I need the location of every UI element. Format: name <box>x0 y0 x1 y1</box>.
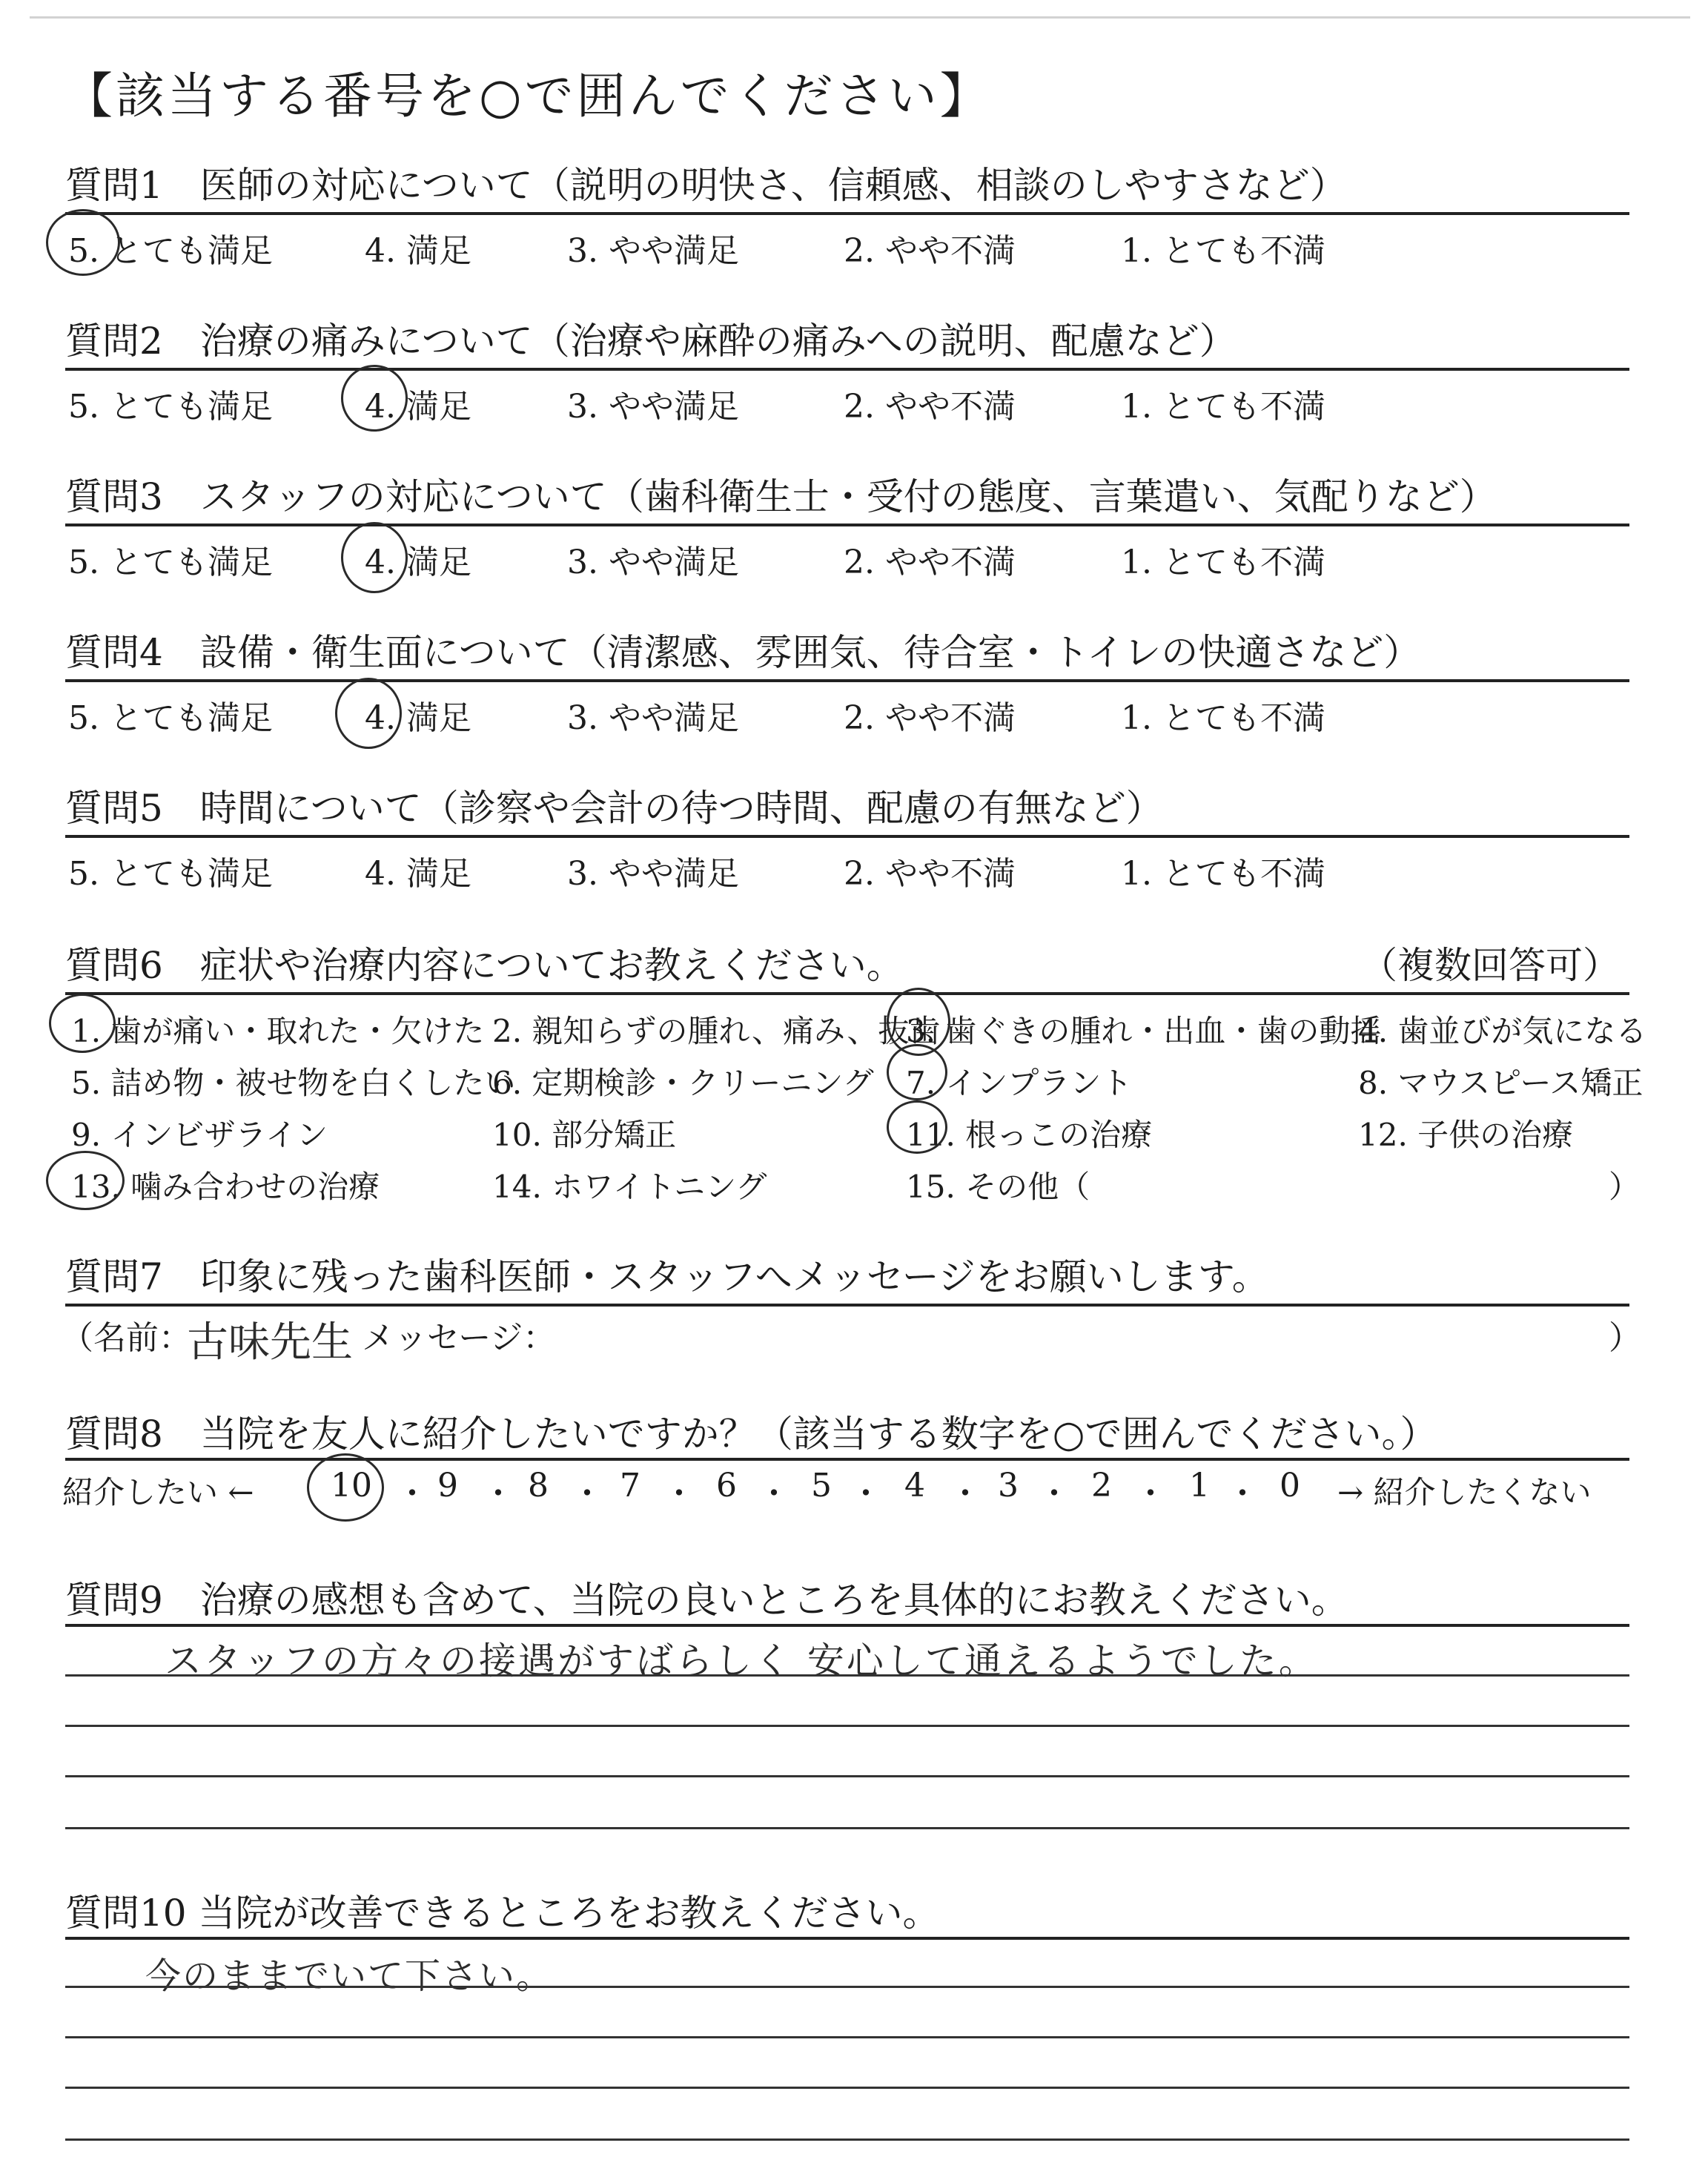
question-8-rule <box>65 1458 1629 1461</box>
q6-answer-circle-7 <box>887 1044 947 1100</box>
q6-option-9[interactable]: 9. インビザライン <box>71 1117 328 1153</box>
q6-answer-circle-1 <box>49 994 116 1053</box>
q5-option-2[interactable]: 2. やや不満 <box>844 855 1016 893</box>
q9-answer-line-1 <box>65 1674 1629 1677</box>
q4-option-2[interactable]: 2. やや不満 <box>844 699 1016 737</box>
question-6-title: 質問6 症状や治療内容についてお教えください。 <box>65 944 904 987</box>
question-7-title: 質問7 印象に残った歯科医師・スタッフへメッセージをお願いします。 <box>65 1255 1269 1298</box>
question-10-title: 質問10 当院が改善できるところをお教えください。 <box>65 1892 940 1935</box>
q8-scale-9[interactable]: 9 <box>437 1467 458 1505</box>
q8-separator-dot: ・ <box>1038 1475 1070 1513</box>
q5-option-5[interactable]: 5. とても満足 <box>68 855 273 893</box>
q9-answer-line-2 <box>65 1725 1629 1727</box>
q8-scale-5[interactable]: 5 <box>811 1467 832 1505</box>
q8-separator-dot: ・ <box>663 1475 695 1513</box>
q1-option-1[interactable]: 1. とても不満 <box>1121 232 1325 270</box>
q8-separator-dot: ・ <box>758 1475 790 1513</box>
q2-option-4[interactable]: 4. 満足 <box>365 388 471 426</box>
q6-option-14[interactable]: 14. ホワイトニング <box>492 1169 767 1205</box>
q8-scale-2[interactable]: 2 <box>1091 1467 1112 1505</box>
q8-separator-dot: ・ <box>571 1475 603 1513</box>
q8-separator-dot: ・ <box>1226 1475 1259 1513</box>
question-10-rule <box>65 1937 1629 1940</box>
q8-left-label: 紹介したい ← <box>62 1474 254 1510</box>
question-3-rule <box>65 524 1629 526</box>
q10-answer-line-3 <box>65 2087 1629 2089</box>
q8-scale-6[interactable]: 6 <box>716 1467 737 1505</box>
question-1-title: 質問1 医師の対応について（説明の明快さ、信頼感、相談のしやすさなど） <box>65 164 1347 207</box>
q5-option-1[interactable]: 1. とても不満 <box>1121 855 1325 893</box>
q9-answer-line-3 <box>65 1775 1629 1777</box>
q4-option-1[interactable]: 1. とても不満 <box>1121 699 1325 737</box>
q8-scale-1[interactable]: 1 <box>1189 1467 1210 1505</box>
q6-option-5[interactable]: 5. 詰め物・被せ物を白くしたい <box>71 1065 516 1101</box>
q8-separator-dot: ・ <box>482 1475 514 1513</box>
q3-option-5[interactable]: 5. とても満足 <box>68 544 273 581</box>
q1-option-2[interactable]: 2. やや不満 <box>844 232 1016 270</box>
q2-option-2[interactable]: 2. やや不満 <box>844 388 1016 426</box>
q1-answer-circle <box>46 209 120 276</box>
q10-answer-line-1 <box>65 1986 1629 1988</box>
q8-separator-dot: ・ <box>1134 1475 1167 1513</box>
q6-option-8[interactable]: 8. マウスピース矯正 <box>1358 1065 1644 1101</box>
q3-option-4[interactable]: 4. 満足 <box>365 544 471 581</box>
q8-answer-circle <box>307 1453 384 1522</box>
form-heading: 【該当する番号を○で囲んでください】 <box>64 67 992 125</box>
q8-scale-10[interactable]: 10 <box>331 1467 372 1505</box>
q4-option-3[interactable]: 3. やや満足 <box>567 699 739 737</box>
q1-option-5[interactable]: 5. とても満足 <box>68 232 273 270</box>
question-1-rule <box>65 212 1629 215</box>
question-3-title: 質問3 スタッフの対応について（歯科衛生士・受付の態度、言葉遣い、気配りなど） <box>65 475 1497 518</box>
question-5-rule <box>65 835 1629 838</box>
q8-scale-3[interactable]: 3 <box>998 1467 1019 1505</box>
q8-separator-dot: ・ <box>850 1475 882 1513</box>
question-9-title: 質問9 治療の感想も含めて、当院の良いところを具体的にお教えください。 <box>65 1579 1348 1622</box>
q6-answer-circle-11 <box>887 1100 947 1154</box>
q10-answer-line-2 <box>65 2036 1629 2038</box>
q3-answer-circle <box>341 522 408 593</box>
q4-option-4[interactable]: 4. 満足 <box>365 699 471 737</box>
q7-message-label: メッセージ： <box>362 1319 556 1357</box>
q6-option-1[interactable]: 1. 歯が痛い・取れた・欠けた <box>71 1013 485 1049</box>
question-9-rule <box>65 1624 1629 1627</box>
q6-answer-circle-13 <box>46 1151 125 1210</box>
q10-handwritten-answer[interactable]: 今のままでいて下さい。 <box>145 1955 554 1997</box>
q2-option-5[interactable]: 5. とても満足 <box>68 388 273 426</box>
q3-option-2[interactable]: 2. やや不満 <box>844 544 1016 581</box>
q6-option-3[interactable]: 3. 歯ぐきの腫れ・出血・歯の動揺 <box>906 1013 1382 1049</box>
q6-option-15[interactable]: 15. その他（ <box>906 1169 1090 1205</box>
question-5-title: 質問5 時間について（診察や会計の待つ時間、配慮の有無など） <box>65 787 1163 830</box>
question-6-note: （複数回答可） <box>1360 944 1620 987</box>
q1-option-4[interactable]: 4. 満足 <box>365 232 471 270</box>
q9-handwritten-answer[interactable]: スタッフの方々の接遇がすばらしく 安心して通えるようでした。 <box>165 1639 1318 1682</box>
q7-handwritten-name[interactable]: 古味先生 <box>187 1318 353 1367</box>
q9-answer-line-4 <box>65 1827 1629 1829</box>
q3-option-3[interactable]: 3. やや満足 <box>567 544 739 581</box>
question-4-title: 質問4 設備・衛生面について（清潔感、雰囲気、待合室・トイレの快適さなど） <box>65 631 1421 674</box>
top-border <box>30 16 1690 19</box>
question-8-title: 質問8 当院を友人に紹介したいですか？（該当する数字を○で囲んでください。） <box>65 1413 1437 1456</box>
q5-option-4[interactable]: 4. 満足 <box>365 855 471 893</box>
q10-answer-line-4 <box>65 2138 1629 2141</box>
q2-answer-circle <box>341 365 408 432</box>
q8-right-label: → 紹介したくない <box>1337 1474 1592 1510</box>
q6-option-13[interactable]: 13. 噛み合わせの治療 <box>71 1169 380 1205</box>
q6-option-7[interactable]: 7. インプラント <box>906 1065 1133 1101</box>
q6-option-10[interactable]: 10. 部分矯正 <box>492 1117 677 1153</box>
q4-option-5[interactable]: 5. とても満足 <box>68 699 273 737</box>
q8-separator-dot: ・ <box>949 1475 982 1513</box>
q8-scale-4[interactable]: 4 <box>904 1467 925 1505</box>
q7-close-paren: ） <box>1609 1319 1641 1357</box>
q4-answer-circle <box>335 678 402 749</box>
question-2-title: 質問2 治療の痛みについて（治療や麻酔の痛みへの説明、配慮など） <box>65 320 1237 363</box>
q6-option-6[interactable]: 6. 定期検診・クリーニング <box>492 1065 874 1101</box>
q6-option-11[interactable]: 11. 根っこの治療 <box>906 1117 1153 1153</box>
q6-option-4[interactable]: 4. 歯並びが気になる <box>1358 1013 1647 1049</box>
q3-option-1[interactable]: 1. とても不満 <box>1121 544 1325 581</box>
question-2-rule <box>65 368 1629 371</box>
q8-scale-8[interactable]: 8 <box>528 1467 549 1505</box>
q5-option-3[interactable]: 3. やや満足 <box>567 855 739 893</box>
q6-other-close-paren: ） <box>1609 1169 1641 1205</box>
q8-scale-7[interactable]: 7 <box>620 1467 640 1505</box>
question-4-rule <box>65 679 1629 682</box>
question-6-rule <box>65 992 1629 995</box>
q2-option-1[interactable]: 1. とても不満 <box>1121 388 1325 426</box>
q6-option-2[interactable]: 2. 親知らずの腫れ、痛み、抜歯 <box>492 1013 941 1049</box>
q8-scale-0[interactable]: 0 <box>1280 1467 1300 1505</box>
q8-separator-dot: ・ <box>396 1475 428 1513</box>
question-7-rule <box>65 1304 1629 1307</box>
q7-name-label: （名前： <box>61 1319 191 1357</box>
q2-option-3[interactable]: 3. やや満足 <box>567 388 739 426</box>
q1-option-3[interactable]: 3. やや満足 <box>567 232 739 270</box>
q6-option-12[interactable]: 12. 子供の治療 <box>1358 1117 1574 1153</box>
